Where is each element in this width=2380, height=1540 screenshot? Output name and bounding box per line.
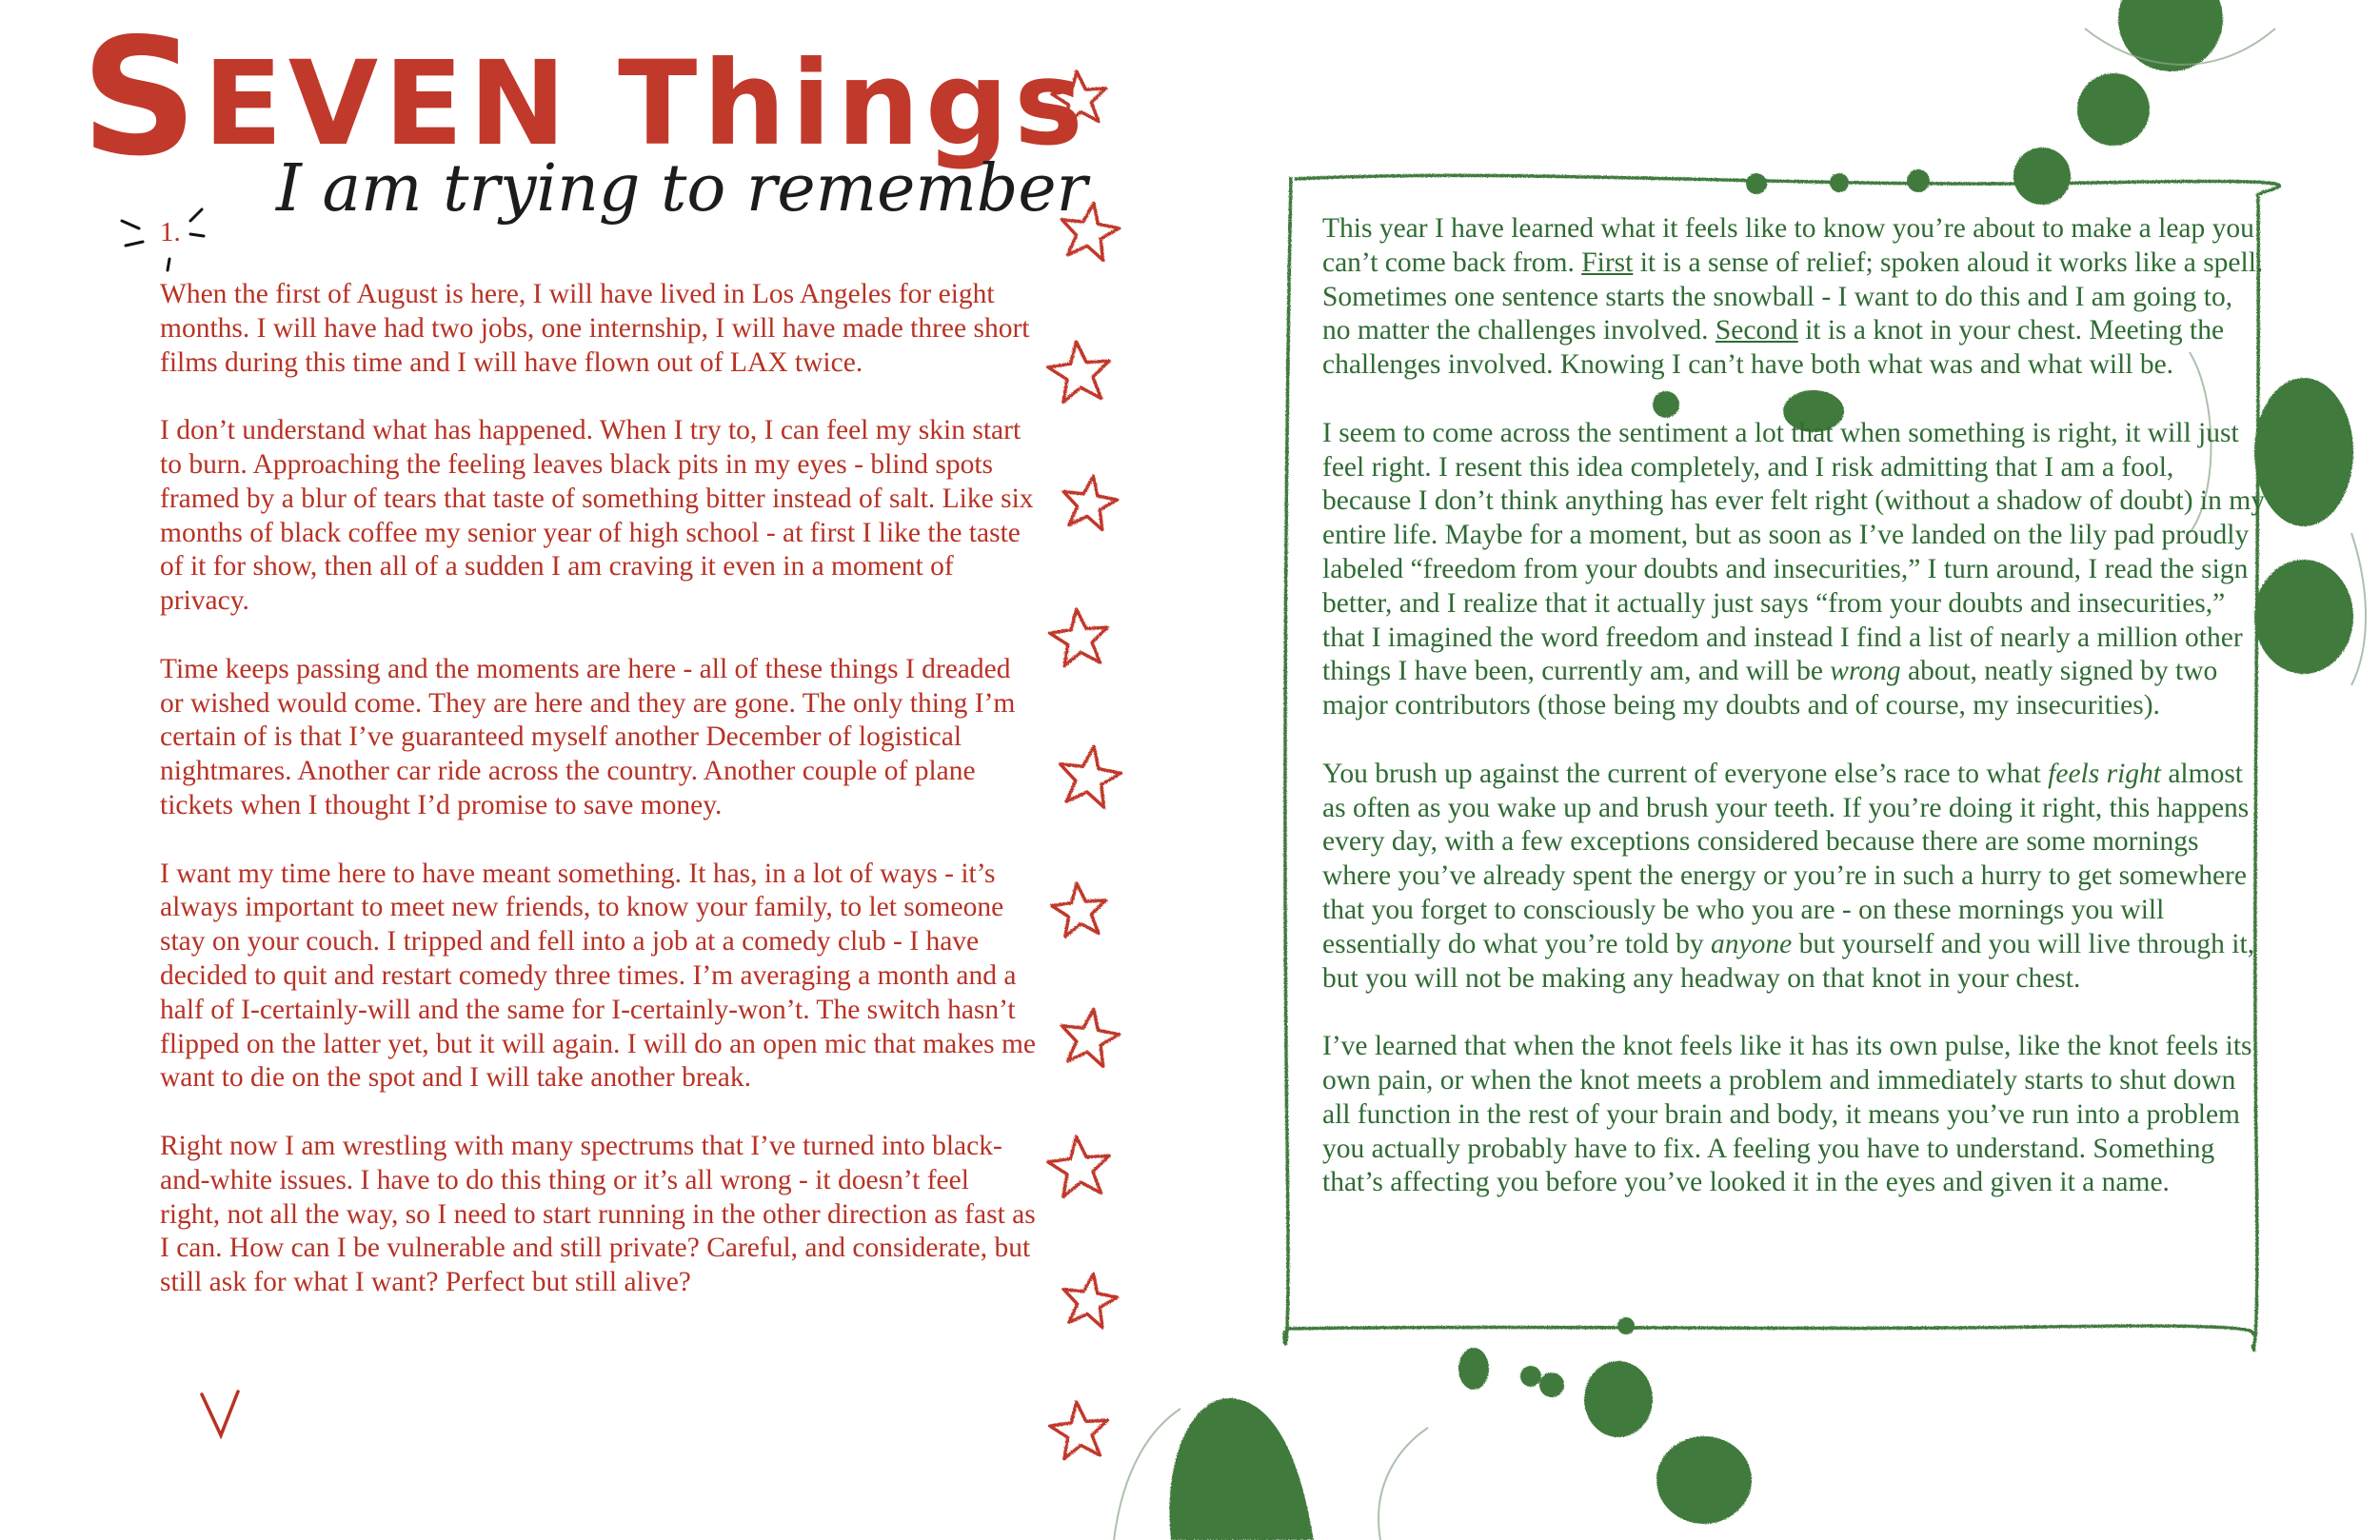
word-second: Second [1715, 315, 1798, 346]
star-icon [1048, 1136, 1109, 1196]
star-icon [1052, 883, 1106, 937]
star-icon [1063, 476, 1117, 529]
right-paragraph [1322, 212, 2265, 383]
word-feels-right: feels right [2048, 758, 2161, 789]
right-paragraph: I’ve learned that when the knot feels like it has its own pulse, like the knot feels its own pain, or when the knot meets a problem and immediately starts to shut down all function in the rest of your brain and body, it means you’ve run into a problem you actually probably have to fix. A feeling you have to understand. Something that’s affecting you before you’ve looked it in the eyes and given it a name. [1322, 1031, 2252, 1198]
left-paragraph: Time keeps passing and the moments are here - all of these things I dreaded or wished would come. They are here and they are gone. The only thing I’m certain of is that I’ve guaranteed myself another December of logistical nightmares. Another car ride across the country. Another couple of plane tickets when I thought I’d promise to save money. [160, 653, 1016, 820]
text-run: about, neatly signed by two major contributors (those being my doubts and of course, my insecurities). [1322, 656, 2218, 721]
page-subtitle: I am trying to remember [276, 151, 1088, 227]
word-first: First [1581, 247, 1634, 278]
right-paragraph [1322, 758, 2265, 997]
text-run: I seem to come across the sentiment a lot that when something is right, it will just feel right. I resent this idea completely, and I risk admitting that I am a fool, because I don’t think anything has ever felt right (without a shadow of doubt) in my entire life. Maybe for a moment, but as soon as I’ve landed on the lily pad proudly labeled “freedom from your doubts and insecurities,” I turn around, I read the sign better, and I realize that it actually just says “from your doubts and insecurities,” that I imagined the word freedom and instead I find a list of nearly a million other things I have been, currently am, and will be [1322, 417, 2265, 687]
text-run: almost as often as you wake up and brush your teeth. If you’re doing it right, this happens every day, with a few exceptions considered because there are some mornings where you’ve already spent the energy or you’re in such a hurry to get somewhere that you forget to consciously be who you are - on these mornings you will essentially do what you’re told by [1322, 758, 2250, 959]
star-icon [1061, 746, 1121, 807]
section-number: 1. [160, 217, 181, 247]
text-run: You brush up against the current of everyone else’s race to what [1322, 758, 2049, 789]
left-paragraph: Right now I am wrestling with many spectrums that I’ve turned into black-and-white issues. I have to do this thing or it’s all wrong - it doesn’t feel right, not all the way, so I need to start running in the other direction as fast as I can. How can I be vulnerable and still private? Careful, and considerate, but still ask for what I want? Perfect but still alive? [160, 1130, 1036, 1298]
left-paragraph: When the first of August is here, I will have lived in Los Angeles for eight months. I will have had two jobs, one internship, I will have made three short films during this time and I will have flown out of LAX twice. [160, 279, 1030, 378]
star-icon [1063, 1273, 1117, 1327]
star-icon [1050, 609, 1108, 665]
left-paragraph: I want my time here to have meant something. It has, in a lot of ways - it’s always important to meet new friends, to know your family, to let someone stay on your couch. I tripped and fell into a job at a comedy club - I have decided to quit and restart comedy three times. I’m averaging a month and a half of I-certainly-will and the same for I-certainly-won’t. The switch hasn’t flipped on the latter yet, but it will again. I will do an open mic that makes me want to die on the spot and I will take another break. [160, 858, 1037, 1094]
text-run: This year I have learned what it feels like to know you’re about to make a leap you can’t come back from. [1322, 213, 2254, 278]
title-rest: EVEN Things [203, 36, 1089, 171]
text-run: but yourself and you will live through it, but you will not be making any headway on that knot in your chest. [1322, 928, 2255, 994]
star-icon [1061, 1009, 1119, 1066]
chevron-down-icon [202, 1392, 238, 1435]
left-column [160, 278, 1036, 1334]
title-first-letter: S [81, 4, 204, 192]
word-wrong: wrong [1830, 656, 1901, 687]
text-run: it is a sense of relief; spoken aloud it works like a spell. Sometimes one sentence starts the snowball - I want to do this and I am going to, no matter the challenges involved. [1322, 247, 2264, 346]
word-anyone: anyone [1711, 928, 1793, 959]
text-run: it is a knot in your chest. Meeting the challenges involved. Knowing I can’t have both what was and what will be. [1322, 315, 2225, 381]
star-icon [1048, 342, 1109, 402]
right-paragraph [1322, 417, 2265, 723]
left-paragraph: I don’t understand what has happened. When I try to, I can feel my skin start to burn. Approaching the feeling leaves black pits in my eyes - blind spots framed by a blur of tears that taste of something bitter instead of salt. Like six months of black coffee my senior year of high school - at first I like the taste of it for show, then all of a sudden I am craving it even in a moment of privacy. [160, 415, 1034, 617]
right-column [1322, 212, 2265, 1234]
star-icon [1050, 1402, 1108, 1458]
